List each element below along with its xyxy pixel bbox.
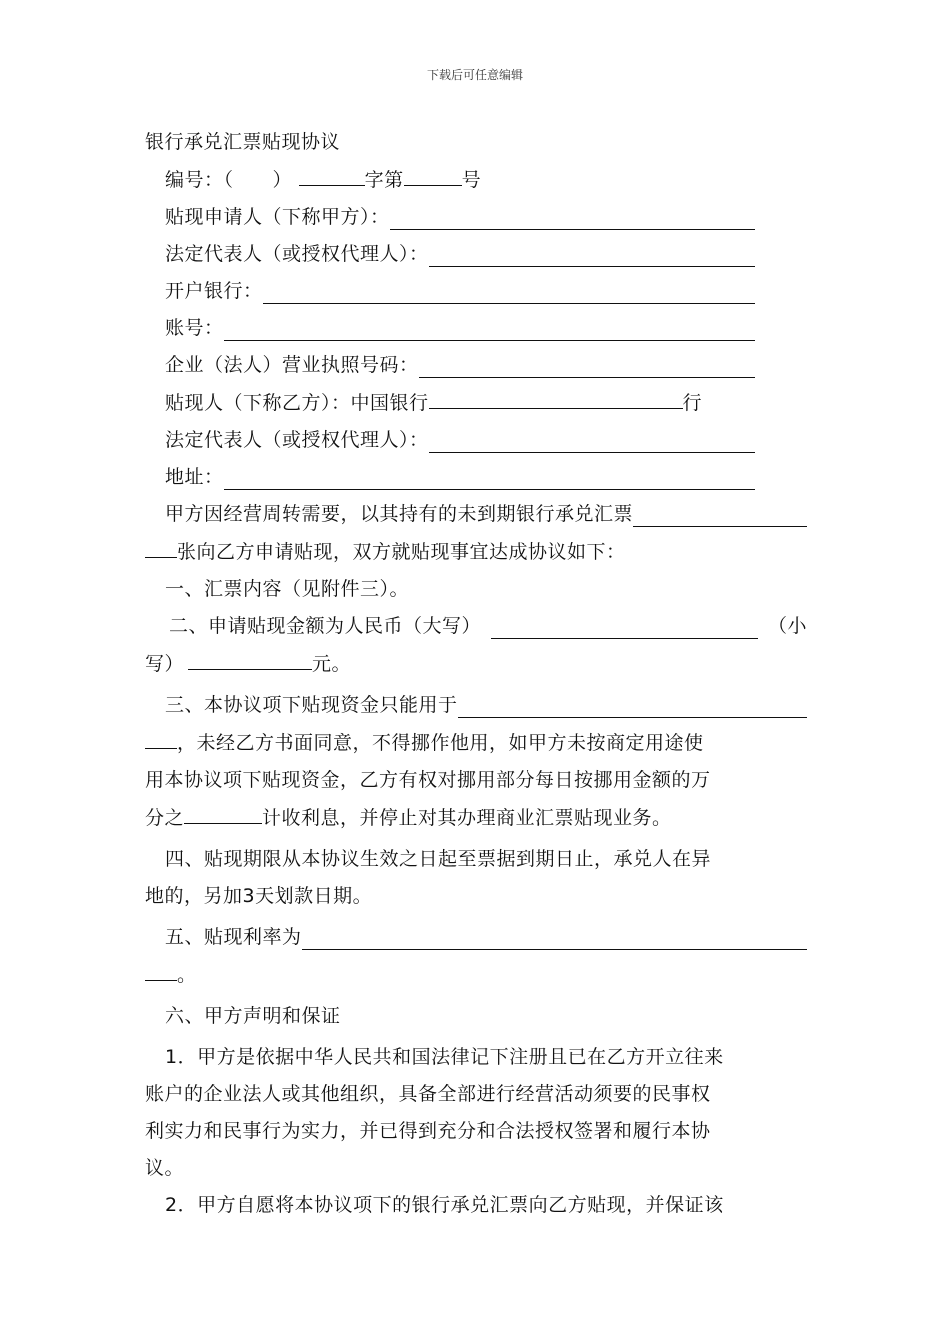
clause-1: 一、汇票内容（见附件三）。 xyxy=(165,578,410,600)
intro-blank-b xyxy=(145,533,177,558)
clause-2-text-4: 元。 xyxy=(312,653,352,675)
clause-6-item-1-line-1: 1．甲方是依据中华人民共和国法律记下注册且已在乙方开立往来 xyxy=(165,1046,724,1068)
clause-2-line-1 xyxy=(145,608,807,645)
clause-5-line-1 xyxy=(145,919,807,956)
number-label: 编号：（ ） xyxy=(165,169,293,191)
intro-text-1: 甲方因经营周转需要，以其持有的未到期银行承兑汇票 xyxy=(165,503,634,525)
bank-field xyxy=(145,273,755,310)
bank-label: 开户银行： xyxy=(165,280,263,302)
clause-4-line-1: 四、贴现期限从本协议生效之日起至票据到期日止，承兑人在异 xyxy=(165,848,712,870)
page-header-note: 下载后可任意编辑 xyxy=(426,68,523,82)
clause-6-title: 六、甲方声明和保证 xyxy=(165,1005,341,1027)
address-label: 地址： xyxy=(165,466,224,488)
license-field xyxy=(145,347,755,384)
clause-3-line-3: 用本协议项下贴现资金，乙方有权对挪用部分每日按挪用金额的万 xyxy=(145,769,711,791)
clause-3-line-2 xyxy=(145,724,807,762)
amount-lower-blank xyxy=(188,645,312,670)
number-blank-2 xyxy=(404,161,462,186)
interest-rate-blank xyxy=(184,799,262,824)
legal-rep-b-blank xyxy=(429,427,755,453)
number-zi: 字第 xyxy=(364,169,404,191)
intro-line-1 xyxy=(145,496,807,533)
clause-6-item-1-line-3: 利实力和民事行为实力，并已得到充分和合法授权签署和履行本协 xyxy=(145,1120,711,1142)
intro-text-2: 张向乙方申请贴现，双方就贴现事宜达成协议如下： xyxy=(177,541,626,563)
number-hao: 号 xyxy=(461,169,482,191)
clause-3-text-5: 计收利息，并停止对其办理商业汇票贴现业务。 xyxy=(262,807,672,829)
number-blank-1 xyxy=(299,161,365,186)
discounter-field xyxy=(145,384,807,422)
intro-line-2 xyxy=(145,533,807,571)
license-blank xyxy=(419,352,755,378)
applicant-field xyxy=(145,199,755,236)
usage-blank-b xyxy=(145,724,177,749)
document-title: 银行承兑汇票贴现协议 xyxy=(145,131,341,153)
clause-6-item-1-line-2: 账户的企业法人或其他组织，具备全部进行经营活动须要的民事权 xyxy=(145,1083,711,1105)
legal-rep-a-blank xyxy=(429,241,755,267)
clause-6-item-2-line-1: 2．甲方自愿将本协议项下的银行承兑汇票向乙方贴现，并保证该 xyxy=(165,1194,724,1216)
legal-rep-a-label: 法定代表人（或授权代理人）： xyxy=(165,243,429,265)
account-label: 账号： xyxy=(165,317,224,339)
intro-blank-a xyxy=(633,501,807,527)
clause-3-line-4 xyxy=(145,799,807,837)
discounter-label: 贴现人（下称乙方）：中国银行 xyxy=(165,392,429,414)
clause-2-text-2: （小 xyxy=(767,615,807,637)
discount-rate-blank-b xyxy=(145,956,177,981)
applicant-label: 贴现申请人（下称甲方）： xyxy=(165,206,390,228)
clause-3-text-2: ，未经乙方书面同意，不得挪作他用，如甲方未按商定用途使 xyxy=(177,732,704,754)
clause-2-text-1: 二、申请贴现金额为人民币（大写） xyxy=(169,615,482,637)
clause-3-text-1: 三、本协议项下贴现资金只能用于 xyxy=(165,694,458,716)
clause-5-text-2: 。 xyxy=(177,964,197,986)
legal-rep-b-field xyxy=(145,422,755,459)
clause-4-line-2: 地的，另加3天划款日期。 xyxy=(145,885,373,907)
clause-5-text-1: 五、贴现利率为 xyxy=(165,926,302,948)
legal-rep-a-field xyxy=(145,236,755,273)
discount-rate-blank-a xyxy=(302,924,807,950)
address-blank xyxy=(224,464,755,490)
account-blank xyxy=(224,315,755,341)
clause-3-line-1 xyxy=(145,687,807,724)
clause-5-line-2 xyxy=(145,956,807,994)
clause-2-line-2 xyxy=(145,645,807,683)
clause-6-item-1-line-4: 议。 xyxy=(145,1157,185,1179)
address-field xyxy=(145,459,755,496)
document-body xyxy=(145,124,807,1224)
discounter-blank xyxy=(429,384,683,409)
amount-upper-blank xyxy=(491,613,758,639)
clause-3-text-4: 分之 xyxy=(145,807,185,829)
legal-rep-b-label: 法定代表人（或授权代理人）： xyxy=(165,429,429,451)
discounter-suffix: 行 xyxy=(682,392,703,414)
clause-2-text-3: 写） xyxy=(145,653,185,675)
usage-blank-a xyxy=(458,692,807,718)
bank-blank xyxy=(263,278,755,304)
number-line xyxy=(145,161,807,199)
account-field xyxy=(145,310,755,347)
license-label: 企业（法人）营业执照号码： xyxy=(165,354,419,376)
applicant-blank xyxy=(390,204,755,230)
